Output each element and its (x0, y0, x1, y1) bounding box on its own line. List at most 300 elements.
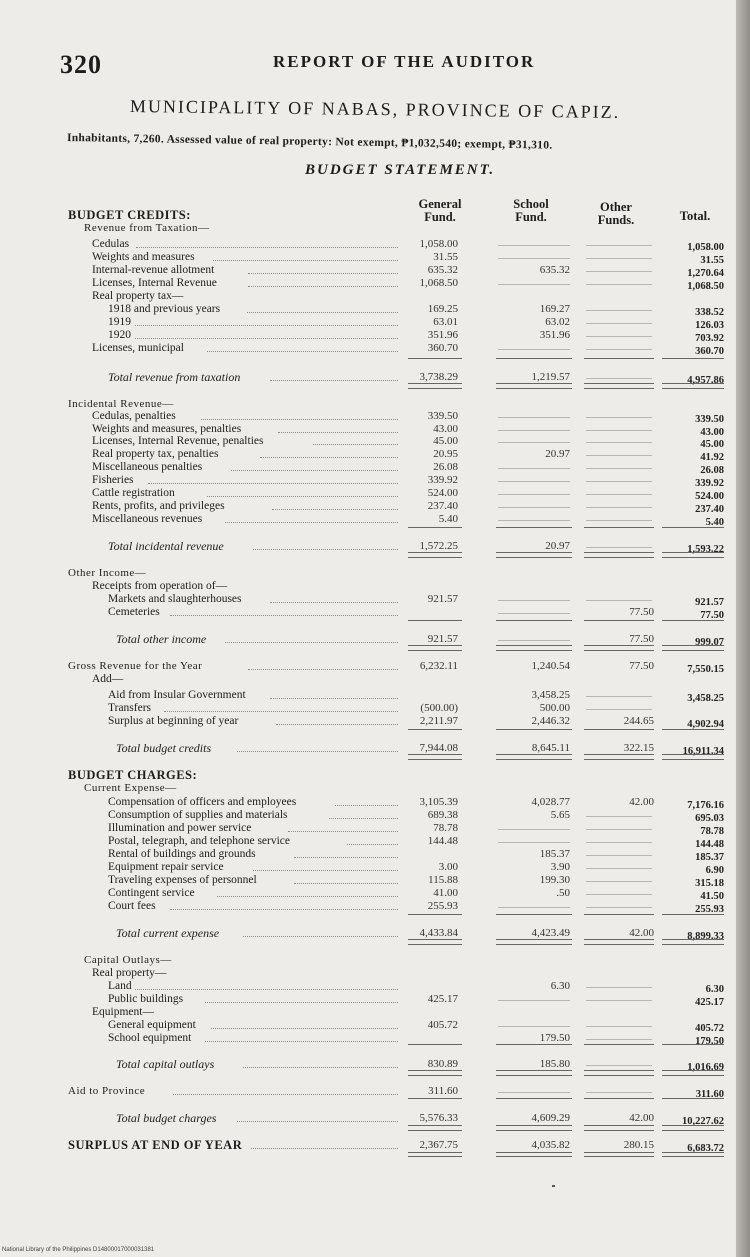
amount-cell: 351.96 (539, 329, 570, 341)
empty-cell-dash (586, 868, 652, 869)
row-label: 1920 (108, 329, 131, 341)
empty-cell-dash (586, 1026, 652, 1027)
amount-cell: 1,240.54 (531, 660, 570, 672)
amount-cell: 338.52 (695, 307, 724, 318)
column-rule (662, 1075, 724, 1076)
dot-leader (205, 1002, 398, 1003)
amount-cell: 77.50 (629, 633, 654, 645)
column-rule (408, 383, 462, 384)
empty-cell-dash (498, 417, 570, 418)
empty-cell-dash (586, 271, 652, 272)
empty-cell-dash (586, 894, 652, 895)
column-rule (662, 388, 724, 389)
column-header-school: School Fund. (513, 197, 549, 224)
dot-leader (173, 1094, 398, 1095)
column-rule (584, 552, 654, 553)
empty-cell-dash (498, 442, 570, 443)
amount-cell: 16,911.34 (682, 746, 724, 757)
inhabitants-line: Inhabitants, 7,260. Assessed value of real property: Not exempt, ₱1,032,540; exempt, ₱31,310. (66, 132, 553, 152)
ink-speck (552, 1185, 555, 1187)
amount-cell: 4,423.49 (531, 927, 570, 939)
amount-cell: 4,609.29 (531, 1112, 570, 1124)
amount-cell: 322.15 (623, 742, 654, 754)
empty-cell-dash (586, 310, 652, 311)
column-rule (584, 1125, 654, 1126)
column-rule (496, 388, 572, 389)
empty-cell-dash (498, 613, 570, 614)
column-rule (584, 1070, 654, 1071)
empty-cell-dash (586, 907, 652, 908)
amount-cell: 78.78 (433, 822, 458, 834)
amount-cell: 1,058.00 (687, 242, 724, 253)
dot-leader (313, 444, 398, 445)
row-label: SURPLUS AT END OF YEAR (68, 1138, 243, 1152)
column-rule (496, 650, 572, 651)
column-rule (662, 1156, 724, 1157)
amount-cell: 339.50 (427, 410, 458, 422)
amount-cell: 6.30 (550, 980, 570, 992)
empty-cell-dash (498, 520, 570, 521)
row-label: Aid from Insular Government (108, 689, 246, 701)
empty-cell-dash (498, 1026, 570, 1027)
empty-cell-dash (498, 507, 570, 508)
empty-cell-dash (586, 1039, 652, 1040)
column-rule (662, 645, 724, 646)
row-label: Court fees (108, 900, 156, 912)
amount-cell: 339.92 (427, 474, 458, 486)
empty-cell-dash (586, 1065, 652, 1066)
row-label: Markets and slaughterhouses (108, 593, 242, 605)
column-rule (584, 527, 654, 528)
row-label: Licenses, Internal Revenue (92, 277, 217, 289)
empty-cell-dash (586, 520, 652, 521)
column-rule (584, 1156, 654, 1157)
amount-cell: 2,446.32 (531, 715, 570, 727)
amount-cell: 126.03 (695, 320, 724, 331)
amount-cell: 10,227.62 (682, 1116, 724, 1127)
row-label: Total budget charges (116, 1111, 217, 1125)
amount-cell: 311.60 (428, 1085, 458, 1097)
column-rule (408, 1070, 462, 1071)
amount-cell: 244.65 (623, 715, 654, 727)
amount-cell: 703.92 (695, 333, 724, 344)
amount-cell: 2,211.97 (419, 715, 458, 727)
dot-leader (248, 669, 398, 670)
dot-leader (329, 818, 398, 819)
amount-cell: 42.00 (629, 796, 654, 808)
column-rule (662, 527, 724, 528)
amount-cell: 5.40 (438, 513, 458, 525)
column-rule (496, 1152, 572, 1153)
amount-cell: 1,572.25 (419, 540, 458, 552)
amount-cell: 1,058.00 (419, 238, 458, 250)
amount-cell: 315.18 (695, 878, 724, 889)
row-label: Total incidental revenue (108, 539, 224, 553)
dot-leader (243, 1067, 398, 1068)
amount-cell: 42.00 (629, 1112, 654, 1124)
row-label: Gross Revenue for the Year (68, 660, 203, 672)
empty-cell-dash (586, 349, 652, 350)
column-rule (662, 383, 724, 384)
amount-cell: 8,899.33 (687, 931, 724, 942)
row-label: Equipment repair service (108, 861, 224, 873)
column-rule (662, 1125, 724, 1126)
column-rule (496, 358, 572, 359)
row-label: Contingent service (108, 887, 195, 899)
amount-cell: 1,219.57 (531, 371, 570, 383)
column-rule (408, 645, 462, 646)
column-rule (584, 914, 654, 915)
column-rule (662, 1098, 724, 1099)
dot-leader (270, 380, 398, 381)
amount-cell: 500.00 (539, 702, 570, 714)
empty-cell-dash (586, 468, 652, 469)
column-rule (496, 557, 572, 558)
amount-cell: 179.50 (539, 1032, 570, 1044)
empty-cell-dash (586, 816, 652, 817)
running-title: REPORT OF THE AUDITOR (273, 52, 536, 71)
amount-cell: 78.78 (700, 826, 724, 837)
row-label: Internal-revenue allotment (92, 264, 215, 276)
amount-cell: 635.32 (539, 264, 570, 276)
amount-cell: 63.02 (545, 316, 570, 328)
amount-cell: 3,458.25 (531, 689, 570, 701)
amount-cell: 3.90 (550, 861, 570, 873)
column-rule (662, 914, 724, 915)
column-rule (662, 939, 724, 940)
column-rule (408, 1075, 462, 1076)
row-label: 1918 and previous years (108, 303, 221, 315)
column-rule (496, 1130, 572, 1131)
row-label: Receipts from operation of— (92, 580, 228, 592)
column-rule (408, 939, 462, 940)
row-label: Weights and measures, penalties (92, 423, 242, 435)
empty-cell-dash (586, 829, 652, 830)
amount-cell: 144.48 (695, 839, 724, 850)
amount-cell: 255.93 (427, 900, 458, 912)
row-label: BUDGET CHARGES: (68, 768, 198, 782)
dot-leader (225, 522, 398, 523)
dot-leader (205, 1041, 398, 1042)
dot-leader (207, 351, 398, 352)
row-label: Rental of buildings and grounds (108, 848, 256, 860)
empty-cell-dash (586, 258, 652, 259)
amount-cell: 5,576.33 (419, 1112, 458, 1124)
column-rule (408, 1125, 462, 1126)
column-rule (584, 939, 654, 940)
amount-cell: 921.57 (427, 633, 458, 645)
amount-cell: 42.00 (629, 927, 654, 939)
amount-cell: 5.65 (550, 809, 570, 821)
empty-cell-dash (498, 494, 570, 495)
amount-cell: 280.15 (623, 1139, 654, 1151)
row-label: Public buildings (108, 993, 184, 1005)
column-rule (496, 383, 572, 384)
amount-cell: 6,232.11 (419, 660, 458, 672)
amount-cell: 77.50 (700, 610, 724, 621)
row-label: 1919 (108, 316, 131, 328)
amount-cell: 185.80 (539, 1058, 570, 1070)
amount-cell: 237.40 (427, 500, 458, 512)
dot-leader (136, 247, 398, 248)
empty-cell-dash (498, 829, 570, 830)
column-rule (584, 358, 654, 359)
empty-cell-dash (498, 468, 570, 469)
empty-cell-dash (498, 907, 570, 908)
amount-cell: 921.57 (427, 593, 458, 605)
amount-cell: 6.90 (705, 865, 724, 876)
empty-cell-dash (498, 842, 570, 843)
column-rule (496, 620, 572, 621)
column-header-general: General Fund. (418, 197, 462, 224)
column-rule (662, 358, 724, 359)
row-label: Other Income— (68, 567, 147, 579)
column-rule (662, 1152, 724, 1153)
amount-cell: 8,645.11 (531, 742, 570, 754)
row-label: Licenses, Internal Revenue, penalties (92, 435, 264, 447)
amount-cell: 5.40 (705, 517, 724, 528)
empty-cell-dash (586, 417, 652, 418)
dot-leader (270, 698, 398, 699)
empty-cell-dash (586, 1000, 652, 1001)
amount-cell: 4,957.86 (687, 375, 724, 386)
column-rule (408, 1098, 462, 1099)
dot-leader (211, 1028, 398, 1029)
amount-cell: 425.17 (427, 993, 458, 1005)
dot-leader (231, 470, 398, 471)
column-rule (408, 1044, 462, 1045)
column-rule (496, 759, 572, 760)
empty-cell-dash (498, 481, 570, 482)
amount-cell: 31.55 (700, 255, 724, 266)
dot-leader (135, 989, 398, 990)
column-rule (662, 759, 724, 760)
dot-leader (170, 615, 398, 616)
empty-cell-dash (498, 600, 570, 601)
amount-cell: 77.50 (629, 606, 654, 618)
amount-cell: 144.48 (427, 835, 458, 847)
row-label: Licenses, municipal (92, 342, 184, 354)
empty-cell-dash (586, 987, 652, 988)
dot-leader (270, 602, 398, 603)
amount-cell: 360.70 (427, 342, 458, 354)
column-rule (584, 557, 654, 558)
column-rule (584, 754, 654, 755)
amount-cell: 4,902.94 (687, 719, 724, 730)
amount-cell: 1,593.22 (687, 544, 724, 555)
column-rule (408, 552, 462, 553)
empty-cell-dash (498, 1000, 570, 1001)
row-label: Total revenue from taxation (108, 370, 241, 384)
amount-cell: 3,105.39 (419, 796, 458, 808)
empty-cell-dash (498, 430, 570, 431)
amount-cell: 695.03 (695, 813, 724, 824)
column-rule (584, 383, 654, 384)
row-label: Equipment— (92, 1006, 154, 1018)
column-rule (662, 1044, 724, 1045)
column-rule (408, 358, 462, 359)
column-rule (662, 620, 724, 621)
scan-credit: National Library of the Philippines D14800017000031381 (2, 1247, 155, 1253)
empty-cell-dash (586, 323, 652, 324)
amount-cell: 169.25 (427, 303, 458, 315)
row-label: Total capital outlays (116, 1057, 215, 1071)
dot-leader (207, 496, 398, 497)
row-label: Total other income (116, 632, 207, 646)
row-label: School equipment (108, 1032, 192, 1044)
empty-cell-dash (498, 284, 570, 285)
empty-cell-dash (586, 284, 652, 285)
empty-cell-dash (498, 1092, 570, 1093)
empty-cell-dash (498, 349, 570, 350)
amount-cell: 3.00 (438, 861, 458, 873)
column-rule (584, 1130, 654, 1131)
amount-cell: 7,550.15 (687, 664, 724, 675)
row-label: Rents, profits, and privileges (92, 500, 225, 512)
amount-cell: 7,176.16 (687, 800, 724, 811)
column-rule (662, 944, 724, 945)
row-label: Cattle registration (92, 487, 175, 499)
column-header-other: Other Funds. (597, 200, 635, 227)
dot-leader (148, 483, 398, 484)
row-label: Compensation of officers and employees (108, 796, 297, 808)
dot-leader (294, 857, 398, 858)
amount-cell: 524.00 (695, 491, 724, 502)
amount-cell: 45.00 (700, 439, 724, 450)
amount-cell: 77.50 (629, 660, 654, 672)
row-label: Aid to Province (68, 1085, 146, 1097)
row-label: Real property tax, penalties (92, 448, 219, 460)
column-rule (496, 939, 572, 940)
amount-cell: 830.89 (427, 1058, 458, 1070)
municipality-title: MUNICIPALITY OF NABAS, PROVINCE OF CAPIZ. (129, 96, 621, 122)
row-label: Total current expense (116, 926, 220, 940)
column-rule (584, 620, 654, 621)
amount-cell: 3,738.29 (419, 371, 458, 383)
amount-cell: 921.57 (695, 597, 724, 608)
column-rule (496, 1125, 572, 1126)
row-label: Traveling expenses of personnel (108, 874, 257, 886)
column-rule (584, 759, 654, 760)
amount-cell: 63.01 (433, 316, 458, 328)
column-rule (584, 645, 654, 646)
row-label: Real property tax— (92, 290, 184, 302)
amount-cell: 7,944.08 (419, 742, 458, 754)
dot-leader (347, 844, 398, 845)
dot-leader (247, 312, 398, 313)
amount-cell: 999.07 (695, 637, 724, 648)
amount-cell: 6,683.72 (687, 1143, 724, 1154)
column-rule (496, 1156, 572, 1157)
column-header-total: Total. (679, 209, 711, 223)
column-rule (584, 729, 654, 730)
row-label: Add— (92, 673, 124, 685)
column-rule (662, 1130, 724, 1131)
column-rule (408, 650, 462, 651)
row-label: Surplus at beginning of year (108, 715, 239, 727)
dot-leader (201, 419, 398, 420)
dot-leader (217, 896, 398, 897)
column-rule (408, 944, 462, 945)
column-rule (584, 1044, 654, 1045)
amount-cell: 635.32 (427, 264, 458, 276)
amount-cell: 237.40 (695, 504, 724, 515)
amount-cell: 31.55 (433, 251, 458, 263)
dot-leader (248, 286, 398, 287)
page-edge-shadow (736, 0, 750, 1257)
dot-leader (294, 883, 398, 884)
dot-leader (237, 1121, 398, 1122)
dot-leader (135, 325, 398, 326)
column-rule (408, 388, 462, 389)
amount-cell: 115.88 (428, 874, 458, 886)
amount-cell: 26.08 (433, 461, 458, 473)
amount-cell: 405.72 (427, 1019, 458, 1031)
dot-leader (135, 338, 398, 339)
row-label: Miscellaneous penalties (92, 461, 203, 473)
column-rule (408, 557, 462, 558)
dot-leader (335, 805, 398, 806)
empty-cell-dash (586, 494, 652, 495)
row-label: Current Expense— (84, 782, 177, 794)
dot-leader (251, 1148, 398, 1149)
amount-cell: 4,433.84 (419, 927, 458, 939)
page-number: 320 (60, 50, 102, 79)
dot-leader (253, 549, 398, 550)
empty-cell-dash (586, 709, 652, 710)
dot-leader (170, 909, 398, 910)
row-label: Cemeteries (108, 606, 160, 618)
empty-cell-dash (586, 547, 652, 548)
dot-leader (237, 751, 398, 752)
column-rule (408, 527, 462, 528)
amount-cell: 1,068.50 (687, 281, 724, 292)
amount-cell: 20.95 (433, 448, 458, 460)
amount-cell: 20.97 (545, 448, 570, 460)
empty-cell-dash (586, 481, 652, 482)
column-rule (662, 552, 724, 553)
empty-cell-dash (586, 378, 652, 379)
amount-cell: 41.92 (700, 452, 724, 463)
dot-leader (253, 870, 398, 871)
dot-leader (225, 642, 398, 643)
column-rule (496, 1044, 572, 1045)
empty-cell-dash (586, 442, 652, 443)
empty-cell-dash (586, 1092, 652, 1093)
amount-cell: 524.00 (427, 487, 458, 499)
amount-cell: 41.50 (700, 891, 724, 902)
amount-cell: (500.00) (420, 702, 458, 714)
column-rule (496, 1098, 572, 1099)
empty-cell-dash (586, 430, 652, 431)
amount-cell: 4,028.77 (531, 796, 570, 808)
row-label: Postal, telegraph, and telephone service (108, 835, 291, 847)
amount-cell: 255.93 (695, 904, 724, 915)
column-rule (496, 914, 572, 915)
column-rule (584, 1152, 654, 1153)
amount-cell: 3,458.25 (687, 693, 724, 704)
column-rule (662, 1070, 724, 1071)
column-rule (662, 557, 724, 558)
dot-leader (288, 831, 398, 832)
column-rule (662, 650, 724, 651)
row-label: General equipment (108, 1019, 196, 1031)
amount-cell: 405.72 (695, 1023, 724, 1034)
column-rule (584, 1098, 654, 1099)
column-rule (408, 914, 462, 915)
amount-cell: 1,270.64 (687, 268, 724, 279)
empty-cell-dash (586, 855, 652, 856)
